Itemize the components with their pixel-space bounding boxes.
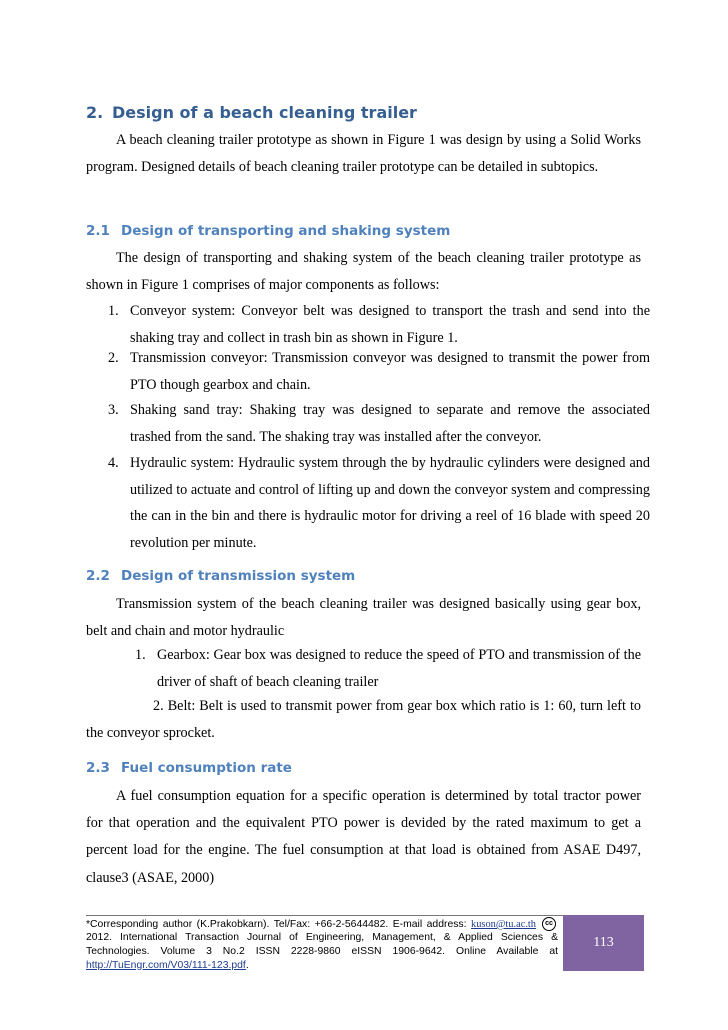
list-item: 1. Gearbox: Gear box was designed to reduce the speed of PTO and transmission of the driver of shaft of beach cleaning trailer bbox=[135, 647, 641, 690]
list-item: 2. Belt: Belt is used to transmit power from gear box which ratio is 1: 60, turn left to the conveyor sprocket. bbox=[86, 698, 642, 741]
section-heading bbox=[86, 103, 417, 122]
subsection-2-1-paragraph: The design of transporting and shaking system of the beach cleaning trailer prototype as shown in Figure 1 comprises of major components as follows: bbox=[86, 250, 641, 294]
footer-note: *Corresponding author (K.Prakobkarn). Tel/Fax: +66-2-5644482. E-mail address: kuson@tu.ac.th cc2012. International Transaction Journal of Engineering, Management, & Applied Sciences & Technologies. Volume 3 No.2 ISSN 2228-9860 eISSN 1906-9642. Online Available at http://TuEngr.com/V03/111-123.pdf. bbox=[86, 918, 558, 971]
email-link[interactable]: kuson@tu.ac.th bbox=[471, 918, 536, 930]
footer-divider bbox=[86, 915, 563, 916]
list-item: 3. Shaking sand tray: Shaking tray was designed to separate and remove the associated trashed from the sand. The shaking tray was installed after the conveyor. bbox=[108, 402, 650, 445]
page-number-box bbox=[563, 915, 644, 971]
page-number: 113 bbox=[593, 935, 614, 950]
creative-commons-icon: cc bbox=[542, 917, 556, 931]
subsection-heading-2-1: 2.1 Design of transporting and shaking system bbox=[86, 223, 451, 239]
section-title: Design of a beach cleaning trailer bbox=[112, 103, 417, 122]
section-intro-paragraph: A beach cleaning trailer prototype as shown in Figure 1 was design by using a Solid Works program. Designed details of beach cleaning trailer prototype can be detailed in subtopics. bbox=[86, 132, 641, 176]
section-number: 2. bbox=[86, 103, 104, 122]
subsection-2-2-paragraph: Transmission system of the beach cleaning trailer was designed basically using gear box, belt and chain and motor hydraulic bbox=[86, 596, 641, 640]
list-item: 1. Conveyor system: Conveyor belt was designed to transport the trash and send into the shaking tray and collect in trash bin as shown in Figure 1. bbox=[108, 303, 650, 346]
subsection-heading-2-2: 2.2 Design of transmission system bbox=[86, 568, 356, 584]
subsection-heading-2-3: 2.3 Fuel consumption rate bbox=[86, 760, 292, 776]
article-url-link[interactable]: http://TuEngr.com/V03/111-123.pdf bbox=[86, 959, 246, 971]
subsection-2-3-paragraph: A fuel consumption equation for a specific operation is determined by total tractor power for that operation and the equivalent PTO power is devided by the rated maximum to get a percent load for the engine. The fuel consumption at that load is obtained from ASAE D497, clause3 (ASAE, 2000) bbox=[86, 788, 641, 886]
list-item: 2. Transmission conveyor: Transmission conveyor was designed to transmit the power from PTO though gearbox and chain. bbox=[108, 350, 650, 393]
list-item: 4. Hydraulic system: Hydraulic system through the by hydraulic cylinders were designed and utilized to actuate and control of lifting up and down the conveyor system and compressing the can in the bin and there is hydraulic motor for driving a reel of 16 blade with speed 20 revolution per minute. bbox=[108, 455, 650, 551]
